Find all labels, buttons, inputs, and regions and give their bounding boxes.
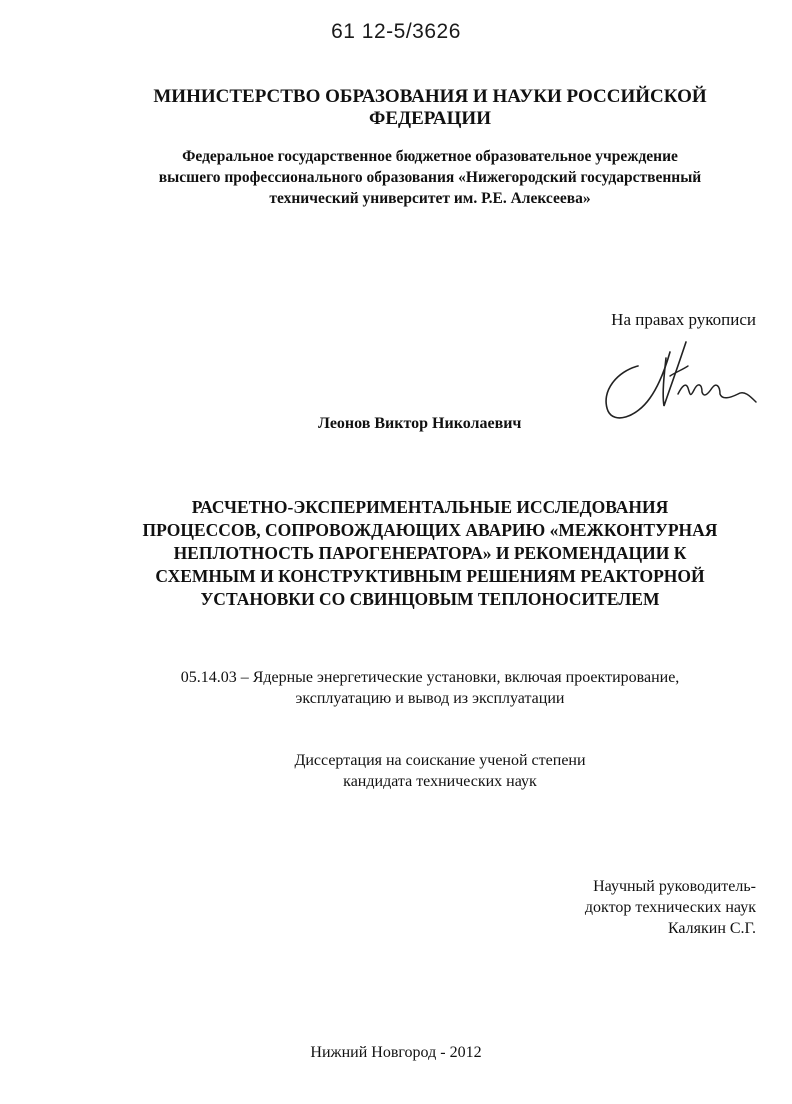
handwritten-signature: [598, 336, 758, 426]
supervisor-block: [585, 876, 756, 939]
specialty-code: [130, 667, 730, 709]
title-line: РАСЧЕТНО-ЭКСПЕРИМЕНТАЛЬНЫЕ ИССЛЕДОВАНИЯ: [191, 497, 669, 517]
ministry-heading: [120, 86, 740, 130]
title-line: УСТАНОВКИ СО СВИНЦОВЫМ ТЕПЛОНОСИТЕЛЕМ: [200, 589, 660, 609]
author-name: Леонов Виктор Николаевич: [318, 415, 522, 432]
degree-statement: [210, 750, 670, 792]
dissertation-title: [120, 496, 740, 611]
ministry-line: ФЕДЕРАЦИИ: [369, 108, 491, 129]
supervisor-line: Калякин С.Г.: [667, 920, 756, 937]
institution-name: [100, 146, 760, 209]
title-line: НЕПЛОТНОСТЬ ПАРОГЕНЕРАТОРА» И РЕКОМЕНДАЦИИ К: [173, 543, 687, 563]
supervisor-line: Научный руководитель-: [593, 878, 756, 895]
title-line: СХЕМНЫМ И КОНСТРУКТИВНЫМ РЕШЕНИЯМ РЕАКТОРНОЙ: [155, 566, 705, 586]
specialty-line: эксплуатацию и вывод из эксплуатации: [295, 690, 565, 707]
degree-line: Диссертация на соискание ученой степени: [294, 752, 586, 769]
stamp-number: 61 12-5/3626: [331, 20, 461, 43]
ministry-line: МИНИСТЕРСТВО ОБРАЗОВАНИЯ И НАУКИ РОССИЙСКОЙ: [153, 86, 707, 107]
degree-line: кандидата технических наук: [343, 773, 537, 790]
specialty-line: 05.14.03 – Ядерные энергетические установки, включая проектирование,: [180, 669, 680, 686]
institution-line: технический университет им. Р.Е. Алексеева»: [269, 190, 591, 207]
supervisor-line: доктор технических наук: [584, 899, 756, 916]
manuscript-rights: На правах рукописи: [611, 310, 756, 329]
institution-line: Федеральное государственное бюджетное образовательное учреждение: [182, 148, 678, 165]
city-year: Нижний Новгород - 2012: [310, 1044, 482, 1061]
institution-line: высшего профессионального образования «Нижегородский государственный: [158, 169, 702, 186]
title-line: ПРОЦЕССОВ, СОПРОВОЖДАЮЩИХ АВАРИЮ «МЕЖКОНТУРНАЯ: [142, 520, 718, 540]
